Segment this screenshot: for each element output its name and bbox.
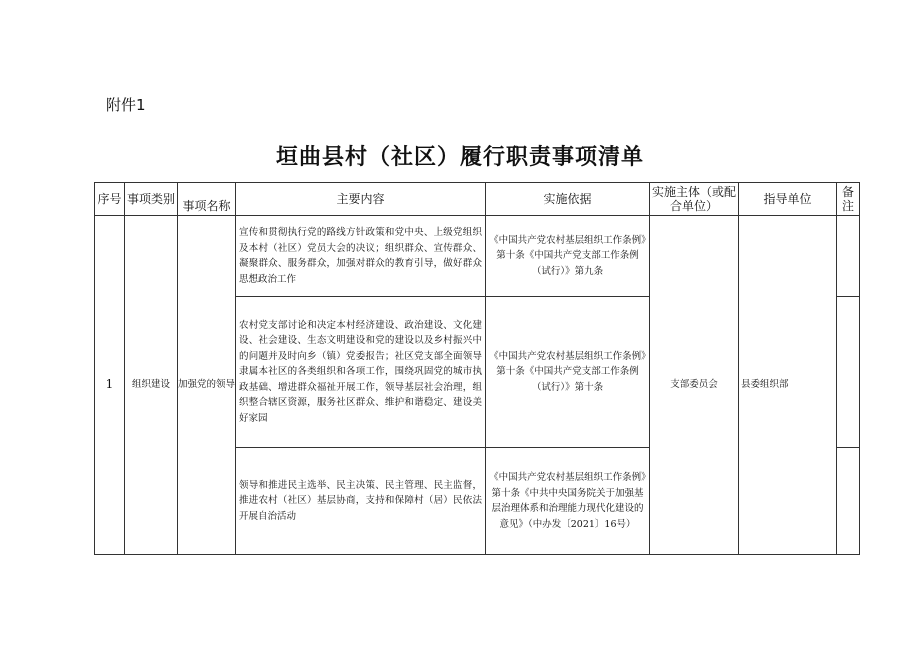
attachment-label: 附件1 bbox=[106, 96, 146, 114]
cell-note bbox=[837, 216, 860, 297]
document-title: 垣曲县村（社区）履行职责事项清单 bbox=[275, 145, 644, 170]
col-basis: 实施依据 bbox=[486, 183, 650, 216]
cell-seq: 1 bbox=[95, 216, 125, 555]
cell-note bbox=[837, 297, 860, 448]
duty-list-table bbox=[94, 182, 860, 555]
col-note: 备注 bbox=[837, 183, 860, 216]
cell-basis: 《中国共产党农村基层组织工作条例》第十条《中共中央国务院关于加强基层治理体系和治理能力现代化建设的意见》（中办发〔2021〕16号） bbox=[486, 448, 650, 555]
cell-name: 加强党的领导 bbox=[178, 216, 236, 555]
cell-basis: 《中国共产党农村基层组织工作条例》第十条《中国共产党支部工作条例（试行）》第九条 bbox=[486, 216, 650, 297]
cell-note bbox=[837, 448, 860, 555]
cell-content: 领导和推进民主选举、民主决策、民主管理、民主监督，推进农村（社区）基层协商，支持和保障村（居）民依法开展自治活动 bbox=[236, 448, 486, 555]
cell-guide: 县委组织部 bbox=[739, 216, 837, 555]
header-row bbox=[95, 183, 860, 216]
col-seq: 序号 bbox=[95, 183, 125, 216]
col-category: 事项类别 bbox=[125, 183, 178, 216]
col-subject: 实施主体（或配合单位） bbox=[650, 183, 739, 216]
col-name: 事项名称 bbox=[178, 183, 236, 216]
cell-basis: 《中国共产党农村基层组织工作条例》第十条《中国共产党支部工作条例（试行）》第十条 bbox=[486, 297, 650, 448]
cell-category: 组织建设 bbox=[125, 216, 178, 555]
cell-content: 农村党支部讨论和决定本村经济建设、政治建设、文化建设、社会建设、生态文明建设和党的建设以及乡村振兴中的问题并及时向乡（镇）党委报告；社区党支部全面领导隶属本社区的各类组织和各项工作，围绕巩固党的城市执政基础、增进群众福祉开展工作，领导基层社会治理，组织整合辖区资源，服务社区群众、维护和谐稳定、建设美好家园 bbox=[236, 297, 486, 448]
col-content: 主要内容 bbox=[236, 183, 486, 216]
cell-content: 宣传和贯彻执行党的路线方针政策和党中央、上级党组织及本村（社区）党员大会的决议；组织群众、宣传群众、凝聚群众、服务群众，加强对群众的教育引导，做好群众思想政治工作 bbox=[236, 216, 486, 297]
cell-subject: 支部委员会 bbox=[650, 216, 739, 555]
table-row bbox=[95, 216, 860, 297]
col-guide: 指导单位 bbox=[739, 183, 837, 216]
